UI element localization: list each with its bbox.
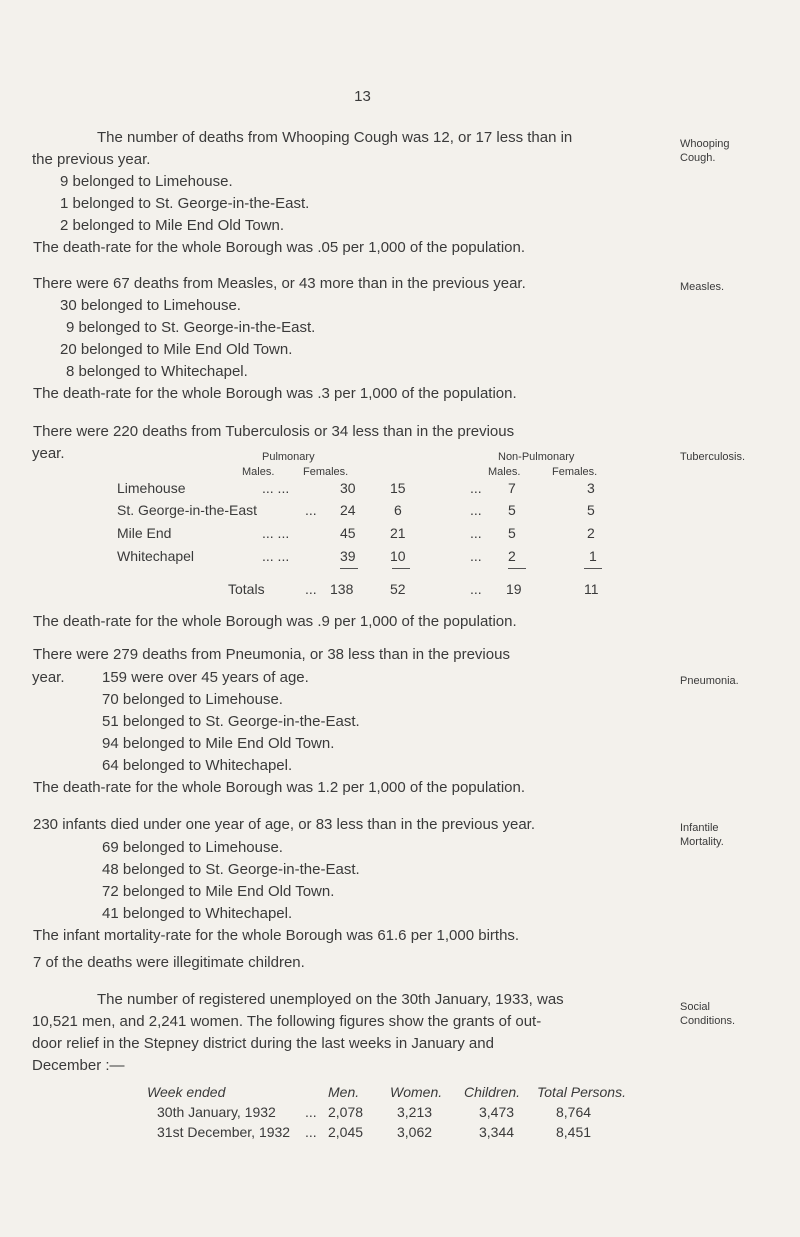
tb-row-pulm-females: 6 xyxy=(394,502,402,518)
tb-row-name: Limehouse xyxy=(117,480,186,496)
total-rule xyxy=(340,568,358,569)
whooping-st-george: 1 belonged to St. George-in-the-East. xyxy=(60,195,310,212)
sidenote-tuberculosis: Tuberculosis. xyxy=(680,451,746,463)
infant-limehouse: 69 belonged to Limehouse. xyxy=(102,839,283,856)
tb-row-non-males: 7 xyxy=(508,480,516,496)
measles-st-george: 9 belonged to St. George-in-the-East. xyxy=(66,319,316,336)
tb-row-leader: ... xyxy=(305,502,317,518)
relief-leader: ... xyxy=(305,1124,317,1140)
pneumonia-mile-end: 94 belonged to Mile End Old Town. xyxy=(102,735,335,752)
tb-totals-non-males: 19 xyxy=(506,581,522,597)
relief-header-total: Total Persons. xyxy=(537,1084,626,1100)
sidenote-whooping-1: Whooping xyxy=(680,138,730,150)
tb-row-non-males: 5 xyxy=(508,502,516,518)
relief-men: 2,078 xyxy=(328,1104,364,1120)
relief-women: 3,062 xyxy=(397,1124,433,1140)
pneumonia-year: year. xyxy=(32,669,65,686)
measles-para: There were 67 deaths from Measles, or 43 more than in the previous year. xyxy=(33,275,526,292)
relief-children: 3,473 xyxy=(479,1104,515,1120)
pneumonia-rate: The death-rate for the whole Borough was 1.2 per 1,000 of the population. xyxy=(33,779,525,796)
tb-header-non-females: Females. xyxy=(552,466,598,478)
pneumonia-whitechapel: 64 belonged to Whitechapel. xyxy=(102,757,293,774)
relief-header-children: Children. xyxy=(464,1084,521,1100)
tb-row-non-females: 5 xyxy=(587,502,595,518)
tb-row-name: Mile End xyxy=(117,525,172,541)
total-rule xyxy=(584,568,602,569)
tb-header-non-males: Males. xyxy=(488,466,521,478)
tb-totals-label: Totals xyxy=(228,581,265,597)
tb-row-non-females: 3 xyxy=(587,480,595,496)
tb-row-leader-mid: ... xyxy=(470,480,482,496)
tb-header-non-pulmonary: Non-Pulmonary xyxy=(498,451,575,463)
relief-week: 31st December, 1932 xyxy=(157,1124,291,1140)
relief-women: 3,213 xyxy=(397,1104,433,1120)
sidenote-infantile-2: Mortality. xyxy=(680,836,724,848)
tb-para-line-2: year. xyxy=(32,445,65,462)
pneumonia-limehouse: 70 belonged to Limehouse. xyxy=(102,691,283,708)
measles-rate: The death-rate for the whole Borough was .3 per 1,000 of the population. xyxy=(33,385,517,402)
tb-row-non-females: 2 xyxy=(587,525,595,541)
tb-row-leader-mid: ... xyxy=(470,548,482,564)
tb-header-pulmonary: Pulmonary xyxy=(262,451,315,463)
tb-row-name: St. George-in-the-East xyxy=(117,502,258,518)
infant-whitechapel: 41 belonged to Whitechapel. xyxy=(102,905,293,922)
infant-para: 230 infants died under one year of age, or 83 less than in the previous year. xyxy=(33,816,536,833)
sidenote-whooping-2: Cough. xyxy=(680,152,716,164)
relief-leader: ... xyxy=(305,1104,317,1120)
relief-week: 30th January, 1932 xyxy=(157,1104,276,1120)
sidenote-social-2: Conditions. xyxy=(680,1015,736,1027)
whooping-para-line-1: The number of deaths from Whooping Cough was 12, or 17 less than in xyxy=(97,129,573,146)
whooping-mile-end: 2 belonged to Mile End Old Town. xyxy=(60,217,285,234)
tb-totals-pulm-females: 52 xyxy=(390,581,406,597)
relief-header-women: Women. xyxy=(390,1084,443,1100)
tb-header-pulm-females: Females. xyxy=(303,466,349,478)
sidenote-measles: Measles. xyxy=(680,281,725,293)
tb-row-pulm-males: 39 xyxy=(340,548,356,564)
infant-rate: The infant mortality-rate for the whole Borough was 61.6 per 1,000 births. xyxy=(33,927,520,944)
tb-totals-non-females: 11 xyxy=(584,581,599,597)
tb-row-pulm-males: 45 xyxy=(340,525,356,541)
tb-row-name: Whitechapel xyxy=(117,548,195,564)
social-para-line-2: 10,521 men, and 2,241 women. The following figures show the grants of out- xyxy=(32,1013,542,1030)
total-rule xyxy=(392,568,410,569)
tb-row-leader-mid: ... xyxy=(470,525,482,541)
tb-rate: The death-rate for the whole Borough was .9 per 1,000 of the population. xyxy=(33,613,517,630)
tb-row-pulm-males: 30 xyxy=(340,480,356,496)
whooping-para-line-2: the previous year. xyxy=(32,151,151,168)
tb-row-leader-mid: ... xyxy=(470,581,482,597)
tb-row-pulm-males: 24 xyxy=(340,502,356,518)
total-rule xyxy=(508,568,526,569)
tb-row-pulm-females: 21 xyxy=(390,525,406,541)
infant-st-george: 48 belonged to St. George-in-the-East. xyxy=(102,861,360,878)
social-para-line-1: The number of registered unemployed on the 30th January, 1933, was xyxy=(97,991,564,1008)
relief-total: 8,764 xyxy=(556,1104,592,1120)
tb-row-non-females: 1 xyxy=(589,548,597,564)
sidenote-pneumonia: Pneumonia. xyxy=(680,675,739,687)
tb-row-non-males: 2 xyxy=(508,548,516,564)
whooping-limehouse: 9 belonged to Limehouse. xyxy=(60,173,233,190)
tb-row-leader: ... ... xyxy=(262,525,290,541)
pneumonia-over-45: 159 were over 45 years of age. xyxy=(102,669,309,686)
social-para-line-3: door relief in the Stepney district during the last weeks in January and xyxy=(32,1035,494,1052)
relief-men: 2,045 xyxy=(328,1124,364,1140)
relief-header-week: Week ended xyxy=(147,1084,226,1100)
tb-row-leader-mid: ... xyxy=(470,502,482,518)
infant-mile-end: 72 belonged to Mile End Old Town. xyxy=(102,883,335,900)
pneumonia-para: There were 279 deaths from Pneumonia, or 38 less than in the previous xyxy=(33,646,510,663)
pneumonia-st-george: 51 belonged to St. George-in-the-East. xyxy=(102,713,360,730)
tb-header-pulm-males: Males. xyxy=(242,466,275,478)
tb-row-pulm-females: 10 xyxy=(390,548,406,564)
sidenote-infantile-1: Infantile xyxy=(680,822,719,834)
page-number: 13 xyxy=(354,88,371,105)
tb-para-line-1: There were 220 deaths from Tuberculosis or 34 less than in the previous xyxy=(33,423,515,440)
measles-whitechapel: 8 belonged to Whitechapel. xyxy=(66,363,248,380)
infant-illegitimate: 7 of the deaths were illegitimate children. xyxy=(33,954,305,971)
tb-row-leader: ... xyxy=(305,581,317,597)
tb-row-pulm-females: 15 xyxy=(390,480,406,496)
tb-row-leader: ... ... xyxy=(262,480,290,496)
measles-limehouse: 30 belonged to Limehouse. xyxy=(60,297,241,314)
tb-row-non-males: 5 xyxy=(508,525,516,541)
sidenote-social-1: Social xyxy=(680,1001,710,1013)
tb-row-leader: ... ... xyxy=(262,548,290,564)
relief-total: 8,451 xyxy=(556,1124,592,1140)
relief-header-men: Men. xyxy=(328,1084,360,1100)
measles-mile-end: 20 belonged to Mile End Old Town. xyxy=(60,341,293,358)
whooping-rate: The death-rate for the whole Borough was .05 per 1,000 of the population. xyxy=(33,239,525,256)
relief-children: 3,344 xyxy=(479,1124,515,1140)
social-para-line-4: December :— xyxy=(32,1057,125,1074)
tb-totals-pulm-males: 138 xyxy=(330,581,354,597)
